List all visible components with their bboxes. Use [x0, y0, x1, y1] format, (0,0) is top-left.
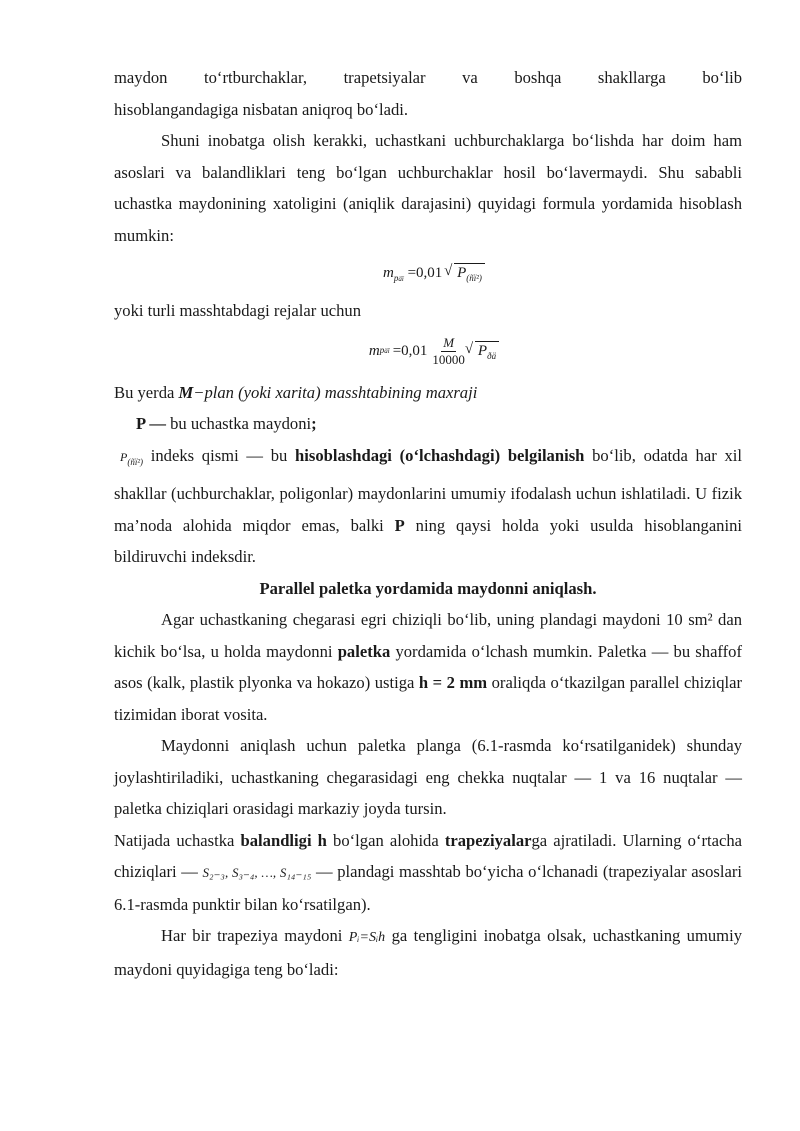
formula-1-eq: =0,01 — [407, 265, 443, 281]
formula-2-eq: =0,01 — [392, 342, 428, 359]
midline-formula: S₂₋₃, S₃₋₄, …, S₁₄₋₁₅ — [202, 865, 312, 880]
paragraph-9: Natijada uchastka balandligi h bo‘lgan alohida trapeziyalarga ajratiladi. Ularning o‘rtacha chiziqlari — S₂₋₃, S₃₋₄, …, S₁₄₋₁₅ — plandagi masshtab bo‘yicha o‘lchanadi (trapeziyalar asoslari 6.1-rasmda punktir bilan ko‘rsatilgan). — [114, 830, 742, 914]
paragraph-2: Shuni inobatga olish kerakki, uchastkani uchburchaklarga bo‘lishda har doim ham asoslari va balandliklari teng bo‘lgan uchburchaklar hosil bo‘lavermaydi. Shu sababli uchastka maydonining xatoligini (aniqlik darajasini) quyidagi formula yordamida hisoblash mumkin: — [114, 131, 742, 245]
formula-2-sqrt: √ $P_{ðä}$ — [467, 336, 499, 368]
trapezoid-area-formula: Pᵢ=Sᵢh — [348, 930, 386, 945]
paragraph-10: Har bir trapeziya maydoni Pᵢ=Sᵢh ga tengligini inobatga olsak, uchastkaning umumiy maydoni quyidagiga teng bo‘ladi: — [114, 926, 742, 979]
paragraph-8: Maydonni aniqlash uchun paletka planga (6.1-rasmda ko‘rsatilganidek) shunday joylashtiriladiki, uchastkaning chegarasidagi eng chekka nuqtalar — 1 va 16 nuqtalar — paletka chiziqlari orasidagi markaziy joyda tursin. — [114, 736, 742, 818]
paragraph-6: $P_{(ñï^2)}$ indeks qismi — bu hisoblashdagi (o‘lchashdagi) belgilanish bo‘lib, odatda har xil shakllar (uchburchaklar, poligonlar) maydonlarini umumiy ifodalash uchun ishlatiladi. U fizik ma’noda alohida miqdor emas, balki P ning qaysi holda yoki usulda hisoblanganini bildiruvchi indeksdir. — [114, 445, 742, 566]
paragraph-4: Bu yerda M−plan (yoki xarita) masshtabining maxraji — [114, 382, 478, 402]
formula-2-denominator: 10000 — [432, 352, 465, 367]
paragraph-7: Agar uchastkaning chegarasi egri chiziqli bo‘lib, uning plandagi maydoni 10 sm² dan kichik bo‘lsa, u holda maydonni paletka yordamida o‘lchash mumkin. Paletka — bu shaffof asos (kalk, plastik plyonka va hokazo) ustiga h = 2 mm oraliqda o‘tkazilgan parallel chiziqlar tizimidan iborat vosita. — [114, 610, 743, 724]
formula-1-lhs: m — [383, 265, 394, 281]
paragraph-1-line-2: hisoblangandagiga nisbatan aniqroq bo‘ladi. — [114, 99, 409, 119]
area-symbol: P — — [136, 414, 166, 433]
document-page — [114, 62, 742, 985]
formula-2-fraction — [432, 335, 465, 368]
formula-2-lhs: m — [368, 342, 380, 359]
formula-scaled-accuracy — [114, 327, 742, 377]
indexed-area-symbol: $P_{(ñï^2)}$ — [120, 449, 144, 467]
paragraph-3: yoki turli masshtabdagi rejalar uchun — [114, 301, 361, 320]
scale-symbol: M — [178, 382, 194, 402]
paragraph-1-line-1: maydon to‘rtburchaklar, trapetsiyalar va boshqa shakllarga bo‘lib — [114, 68, 742, 87]
formula-accuracy — [114, 251, 742, 295]
formula-1-lhs-sub: päï — [393, 273, 404, 283]
formula-1-sqrt: √ $P_{(ñï^2)}$ — [446, 251, 485, 295]
section-heading: Parallel paletka yordamida maydonni aniqlash. — [259, 578, 597, 598]
paragraph-5: P — bu uchastka maydoni; — [136, 414, 317, 433]
formula-2-lhs-sub: päï — [379, 345, 390, 356]
formula-2-numerator: M — [443, 335, 455, 350]
